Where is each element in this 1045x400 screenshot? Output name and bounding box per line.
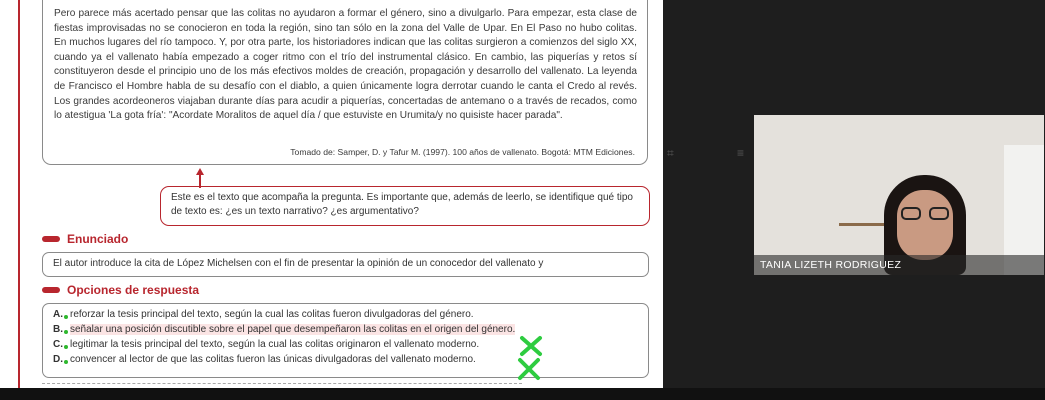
annotation-dot	[64, 330, 68, 334]
bottom-bar	[0, 388, 1045, 400]
dashed-divider	[42, 383, 522, 384]
participant-name: TANIA LIZETH RODRIGUEZ	[754, 255, 1044, 275]
ghost-menu-icon: ≡	[737, 146, 745, 160]
option-letter: D.	[53, 354, 63, 365]
option-c[interactable]	[53, 337, 638, 352]
ghost-toolbar-icon: ⌗	[667, 146, 674, 160]
screen-gap	[663, 0, 753, 388]
enunciado-box: El autor introduce la cita de López Michelsen con el fin de presentar la opinión de un conocedor del vallenato y	[42, 252, 649, 277]
cross-out-mark-icon	[514, 334, 548, 382]
annotation-dot	[64, 360, 68, 364]
section-marker	[42, 236, 60, 242]
option-text: reforzar la tesis principal del texto, según la cual las colitas fueron divulgadoras del género.	[70, 309, 474, 320]
annotation-dot	[64, 315, 68, 319]
margin-line	[18, 0, 20, 388]
opciones-label: Opciones de respuesta	[67, 283, 200, 297]
enunciado-label: Enunciado	[67, 232, 129, 246]
option-letter: C.	[53, 339, 63, 350]
option-text: convencer al lector de que las colitas fueron las únicas divulgadoras del vallenato moderno.	[70, 354, 476, 365]
passage-text: Pero parece más acertado pensar que las colitas no ayudaron a formar el género, sino a divulgarlo. Para empezar, esta clase de fiestas improvisadas no se conocieron en toda la región, sino tan sólo en la zona del Valle de Upar. En El Paso no hubo colitas. En muchos lugares del río tampoco. Y, por otra parte, los historiadores indican que las colitas surgieron a comienzos del siglo XX, cuando ya el vallenato había empezado a coger ritmo con el trío del instrumental clásico. En cambio, las piquerías y retos sí constituyeron desde el principio uno de los más efectivos moldes de creación, propagación y desarrollo del vallenato. La leyenda de Francisco el Hombre habla de su desafío con el diablo, a quien únicamente logra derrotar cuando le canta el Credo al revés. Los grandes acordeoneros viajaban durante días para acudir a piquerías, concertadas de antemano o a través de recados, como lo atestigua 'La gota fría': "Acordate Moralitos de aquel día / que estuviste en Urumita/y no quisiste hacer parada".	[54, 8, 637, 122]
option-letter: B.	[53, 324, 63, 335]
webcam-tile[interactable]	[754, 115, 1044, 275]
section-marker	[42, 287, 60, 293]
option-text: señalar una posición discutible sobre el papel que desempeñaron las colitas en el origen del género.	[70, 324, 516, 335]
option-d[interactable]	[53, 352, 638, 367]
source-citation: Tomado de: Samper, D. y Tafur M. (1997). 100 años de vallenato. Bogotá: MTM Ediciones.	[290, 147, 635, 157]
option-letter: A.	[53, 309, 63, 320]
passage-box	[42, 0, 648, 165]
teacher-note: Este es el texto que acompaña la pregunta. Es importante que, además de leerlo, se identifique qué tipo de texto es: ¿es un texto narrativo? ¿es argumentativo?	[160, 186, 650, 226]
option-b[interactable]	[53, 322, 638, 337]
participant-face	[897, 190, 953, 260]
option-text: legitimar la tesis principal del texto, según la cual las colitas originaron el vallenato moderno.	[70, 339, 480, 350]
option-a[interactable]	[53, 307, 638, 322]
webcam-shelf	[839, 223, 889, 226]
options-box	[42, 303, 649, 378]
annotation-dot	[64, 345, 68, 349]
opciones-header	[42, 282, 199, 298]
glasses-icon	[901, 207, 953, 221]
enunciado-header	[42, 231, 128, 247]
